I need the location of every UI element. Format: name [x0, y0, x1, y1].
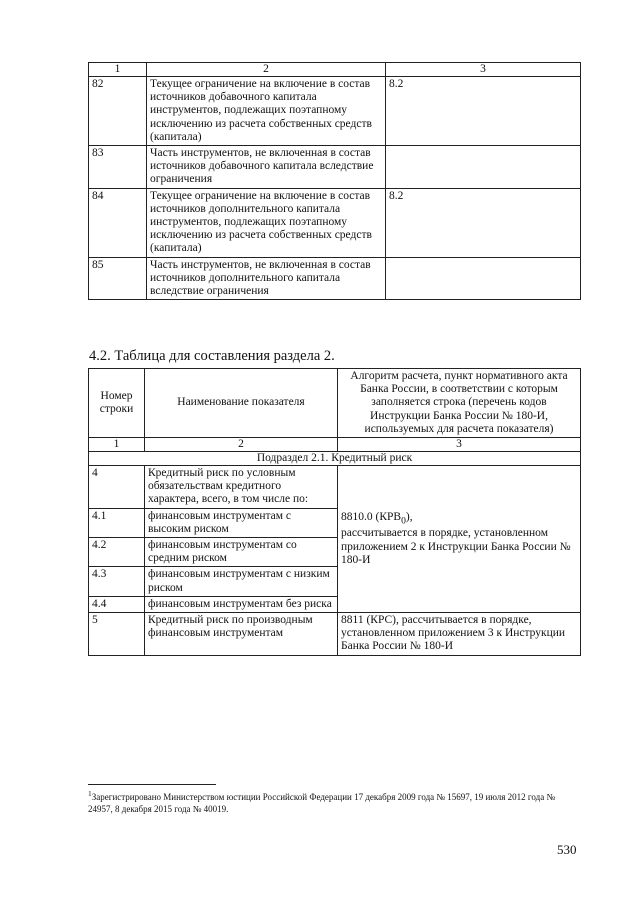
table-header-row — [89, 63, 581, 77]
table-row — [89, 613, 581, 656]
table-row — [89, 466, 581, 509]
row-algorithm — [386, 146, 581, 189]
algorithm-code-close: ), — [405, 510, 413, 523]
footnote-marker: 1 — [88, 789, 92, 798]
row-number: 4.2 — [89, 538, 145, 567]
merged-algorithm-cell — [338, 466, 581, 613]
row-name: Часть инструментов, не включенная в состав источников дополнительного капитала вследствие ограничения — [147, 257, 386, 300]
column-number-1: 1 — [89, 63, 147, 77]
table-header-row — [89, 369, 581, 438]
row-name: финансовым инструментам без риска — [145, 596, 338, 612]
row-number: 4 — [89, 466, 145, 509]
column-number-3: 3 — [386, 63, 581, 77]
table-row — [89, 257, 581, 300]
section-title: 4.2. Таблица для составления раздела 2. — [89, 348, 335, 364]
row-name: Текущее ограничение на включение в состав источников дополнительного капитала инструментов, подлежащих поэтапному исключению из расчета собственных средств (капитала) — [147, 188, 386, 257]
row-number: 4.1 — [89, 508, 145, 537]
footnote-text: Зарегистрировано Министерством юстиции Российской Федерации 17 декабря 2009 года № 15697, 19 июля 2012 года № 24957, 8 декабря 2015 года № 40019. — [88, 792, 556, 814]
footnote-separator — [88, 784, 216, 785]
row-algorithm: 8.2 — [386, 188, 581, 257]
column-numbers-row — [89, 438, 581, 452]
table-row — [89, 188, 581, 257]
subsection-row — [89, 452, 581, 466]
algorithm-code-subscript: 0 — [401, 515, 406, 527]
table-row — [89, 146, 581, 189]
row-name: Часть инструментов, не включенная в состав источников добавочного капитала вследствие ограничения — [147, 146, 386, 189]
subsection-title: Подраздел 2.1. Кредитный риск — [89, 452, 581, 466]
algorithm-code: 8810.0 (КРВ — [341, 510, 402, 523]
row-name: Кредитный риск по производным финансовым инструментам — [145, 613, 338, 656]
header-row-number: Номер строки — [89, 369, 145, 438]
row-number: 82 — [89, 77, 147, 146]
table-section-2 — [88, 368, 581, 656]
row-name: Кредитный риск по условным обязательствам кредитного характера, всего, в том числе по: — [145, 466, 338, 509]
row-name: финансовым инструментам со средним риском — [145, 538, 338, 567]
page-number: 530 — [557, 842, 577, 857]
row-name: финансовым инструментам с низким риском — [145, 567, 338, 596]
row-algorithm — [386, 257, 581, 300]
footnote — [88, 788, 580, 815]
row-name: финансовым инструментам с высоким риском — [145, 508, 338, 537]
column-number-3: 3 — [338, 438, 581, 452]
row-number: 83 — [89, 146, 147, 189]
row-number: 5 — [89, 613, 145, 656]
column-number-1: 1 — [89, 438, 145, 452]
row-number: 4.3 — [89, 567, 145, 596]
row-algorithm: 8811 (КРС), рассчитывается в порядке, установленном приложением 3 к Инструкции Банка России № 180-И — [338, 613, 581, 656]
header-algorithm: Алгоритм расчета, пункт нормативного акта Банка России, в соответствии с которым заполняется строка (перечень кодов Инструкции Банка России № 180-И, используемых для расчета показателя) — [338, 369, 581, 438]
row-algorithm: 8.2 — [386, 77, 581, 146]
column-number-2: 2 — [147, 63, 386, 77]
row-name: Текущее ограничение на включение в состав источников добавочного капитала инструментов, подлежащих поэтапному исключению из расчета собственных средств (капитала) — [147, 77, 386, 146]
header-indicator-name: Наименование показателя — [145, 369, 338, 438]
table-row — [89, 77, 581, 146]
row-number: 85 — [89, 257, 147, 300]
row-number: 84 — [89, 188, 147, 257]
table-section-1-continuation — [88, 62, 581, 300]
algorithm-text: рассчитывается в порядке, установленном приложением 2 к Инструкции Банка России № 180-И — [341, 527, 571, 566]
row-number: 4.4 — [89, 596, 145, 612]
column-number-2: 2 — [145, 438, 338, 452]
